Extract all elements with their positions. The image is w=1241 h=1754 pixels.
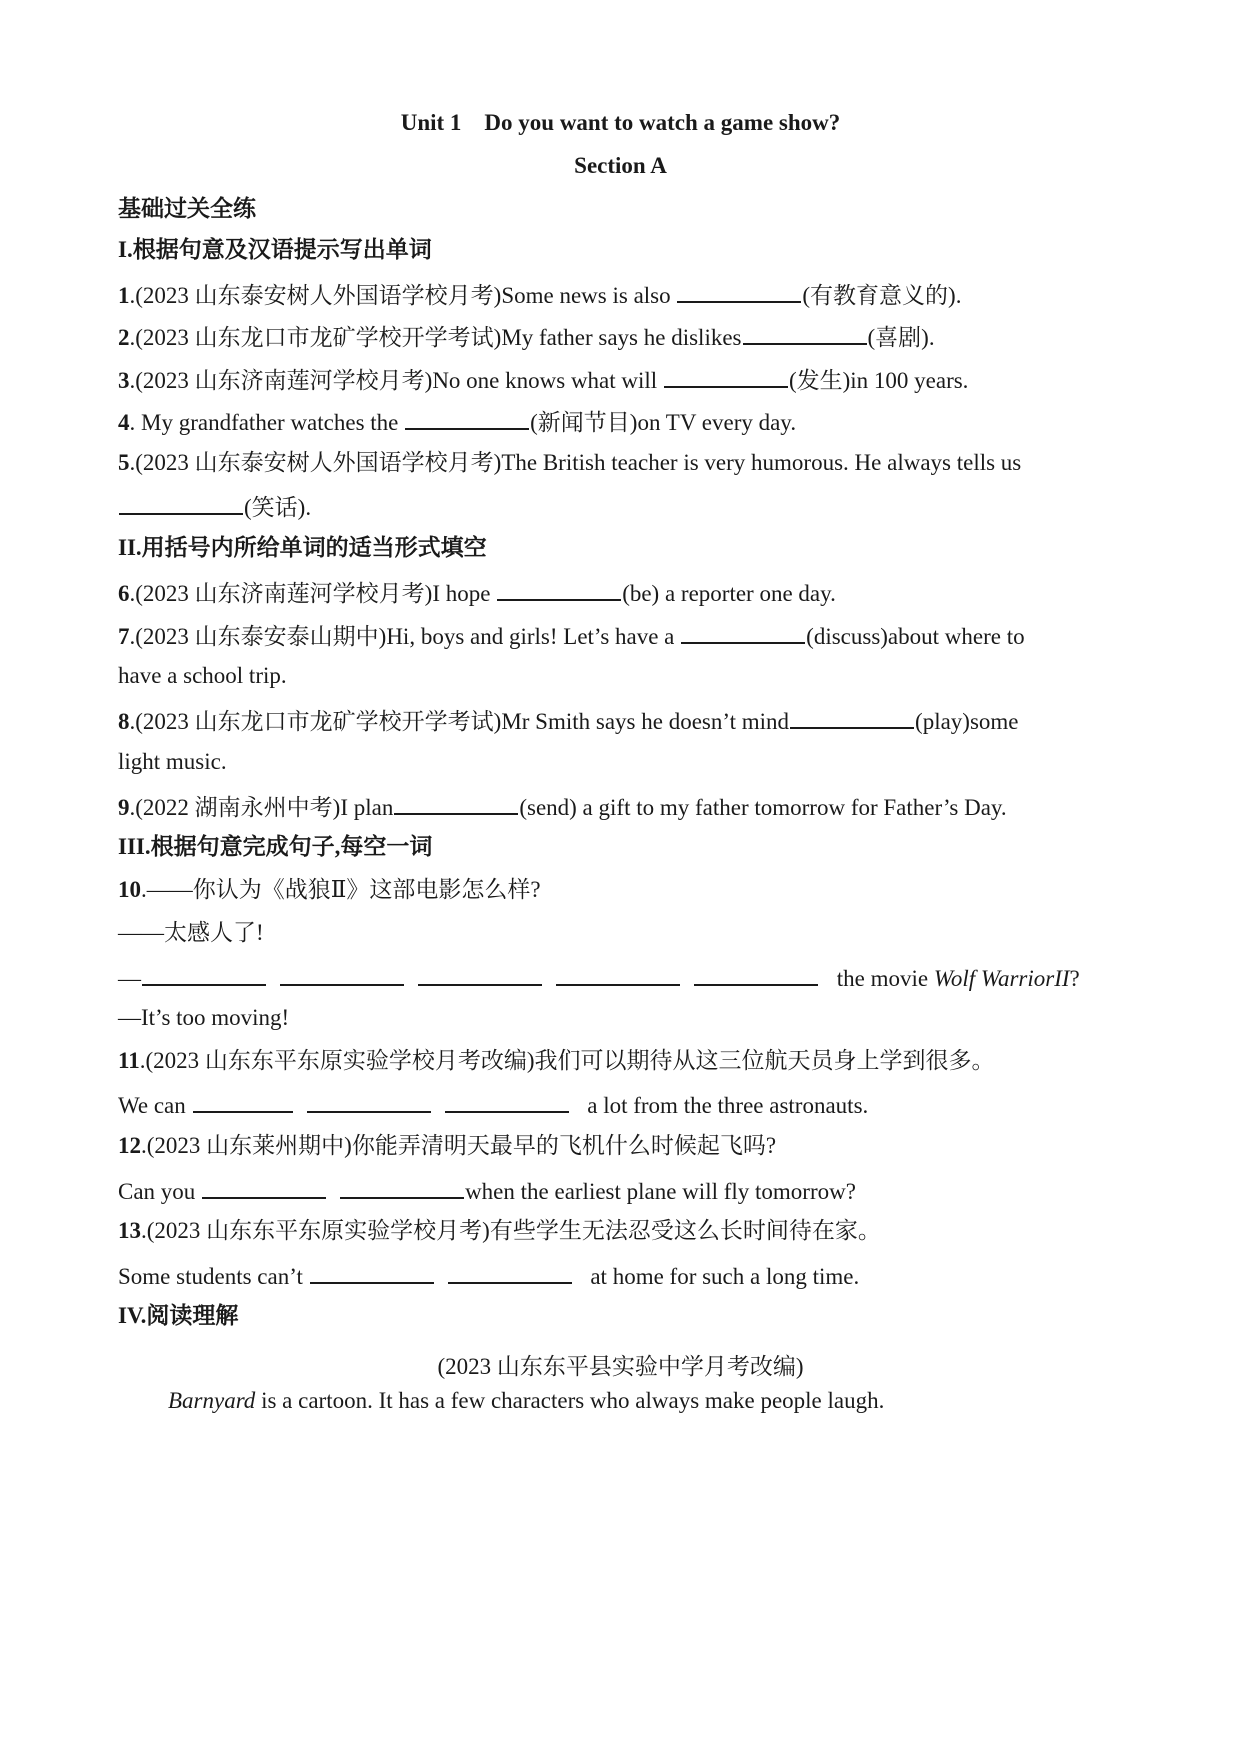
question-5-cont (118, 493, 311, 519)
question-number: 12 (118, 1133, 141, 1158)
answer-blank[interactable] (743, 323, 867, 345)
part1-heading: I.根据句意及汉语提示写出单词 (118, 237, 432, 262)
question-11 (118, 1049, 995, 1072)
question-chinese: .(2023 山东莱州期中)你能弄清明天最早的飞机什么时候起飞吗? (141, 1133, 777, 1158)
question-text: .(2023 山东泰安泰山期中)Hi, boys and girls! Let’s have a (129, 624, 681, 649)
question-number: 9 (118, 795, 130, 820)
question-number: 7 (118, 624, 130, 649)
answer-blank[interactable] (677, 281, 801, 303)
question-9 (118, 793, 1007, 819)
answer-blank[interactable] (790, 707, 914, 729)
question-hint: (send) a gift to my father tomorrow for Father’s Day. (519, 795, 1007, 820)
question-10-english (118, 964, 1080, 990)
practice-heading: 基础过关全练 (118, 196, 256, 221)
answer-blank[interactable] (448, 1262, 572, 1284)
answer-blank[interactable] (556, 964, 680, 986)
question-hint: (play)some (915, 709, 1019, 734)
question-text: Can you (118, 1179, 202, 1204)
question-text: .(2023 山东泰安树人外国语学校月考)Some news is also (129, 283, 677, 308)
part4-heading (118, 1304, 238, 1327)
question-8 (118, 707, 1019, 733)
question-chinese: .——你认为《战狼Ⅱ》这部电影怎么样? (141, 877, 541, 902)
answer-blank[interactable] (394, 793, 518, 815)
answer-blank[interactable] (681, 622, 805, 644)
question-12 (118, 1134, 776, 1157)
answer-blank[interactable] (280, 964, 404, 986)
question-10-reply-en: —It’s too moving! (118, 1005, 290, 1030)
question-text: We can (118, 1093, 192, 1118)
question-text: at home for such a long time. (584, 1264, 860, 1289)
question-7-cont: have a school trip. (118, 663, 287, 688)
question-number: 11 (118, 1048, 140, 1073)
question-11-english (118, 1091, 868, 1117)
question-13 (118, 1219, 881, 1242)
part-title: .阅读理解 (140, 1303, 239, 1328)
answer-blank[interactable] (418, 964, 542, 986)
part2-heading: II.用括号内所给单词的适当形式填空 (118, 535, 487, 560)
question-number: 5 (118, 450, 130, 475)
question-13-english (118, 1262, 859, 1288)
question-text: . My grandfather watches the (129, 410, 405, 435)
question-text: .(2023 山东泰安树人外国语学校月考)The British teacher is very humorous. He always tells us (129, 450, 1022, 475)
question-chinese: .(2023 山东东平东原实验学校月考改编)我们可以期待从这三位航天员身上学到很多。 (139, 1048, 995, 1073)
section-title: Section A (574, 153, 667, 178)
question-number: 13 (118, 1218, 141, 1243)
question-text: Some students can’t (118, 1264, 309, 1289)
question-3 (118, 366, 968, 392)
question-text: when the earliest plane will fly tomorrow? (465, 1179, 856, 1204)
answer-blank[interactable] (193, 1091, 293, 1113)
question-number: 4 (118, 410, 130, 435)
question-12-english (118, 1177, 856, 1203)
question-text: .(2023 山东济南莲河学校月考)I hope (129, 581, 497, 606)
question-chinese: .(2023 山东东平东原实验学校月考)有些学生无法忍受这么长时间待在家。 (141, 1218, 881, 1243)
question-number: 1 (118, 283, 130, 308)
question-10-reply-cn: ——太感人了! (118, 920, 264, 945)
question-hint: (发生)in 100 years. (788, 368, 969, 393)
answer-blank[interactable] (119, 493, 243, 515)
answer-blank[interactable] (142, 964, 266, 986)
question-hint: (新闻节目)on TV every day. (530, 410, 797, 435)
question-text: the movie (831, 966, 934, 991)
answer-blank[interactable] (405, 408, 529, 430)
answer-blank[interactable] (307, 1091, 431, 1113)
question-hint: (笑话). (244, 495, 312, 520)
question-hint: (喜剧). (867, 325, 935, 350)
reading-paragraph (168, 1389, 884, 1412)
unit-title: Unit 1 Do you want to watch a game show? (400, 110, 841, 135)
question-text: a lot from the three astronauts. (581, 1093, 869, 1118)
question-text: .(2022 湖南永州中考)I plan (129, 795, 394, 820)
question-text: .(2023 山东济南莲河学校月考)No one knows what will (129, 368, 663, 393)
question-text: .(2023 山东龙口市龙矿学校开学考试)My father says he dislikes (129, 325, 742, 350)
part3-heading: III.根据句意完成句子,每空一词 (118, 834, 433, 859)
answer-blank[interactable] (202, 1177, 326, 1199)
cartoon-title: Barnyard (168, 1388, 256, 1413)
paragraph-text: is a cartoon. It has a few characters who always make people laugh. (255, 1388, 885, 1413)
question-8-cont: light music. (118, 749, 227, 774)
question-number: 3 (118, 368, 130, 393)
question-4 (118, 408, 796, 434)
question-hint: (be) a reporter one day. (622, 581, 836, 606)
answer-blank[interactable] (340, 1177, 464, 1199)
question-number: 6 (118, 581, 130, 606)
reading-source: (2023 山东东平县实验中学月考改编) (437, 1354, 804, 1379)
question-1 (118, 281, 961, 307)
question-number: 2 (118, 325, 130, 350)
part-number: IV (118, 1303, 141, 1328)
movie-title: Wolf WarriorII (933, 966, 1070, 991)
question-5 (118, 451, 1021, 474)
answer-blank[interactable] (310, 1262, 434, 1284)
question-number: 10 (118, 877, 141, 902)
question-6 (118, 579, 836, 605)
question-10 (118, 878, 541, 901)
answer-blank[interactable] (694, 964, 818, 986)
question-2 (118, 323, 935, 349)
question-number: 8 (118, 709, 130, 734)
answer-blank[interactable] (664, 366, 788, 388)
question-hint: (有教育意义的). (802, 283, 962, 308)
question-hint: (discuss)about where to (806, 624, 1025, 649)
answer-blank[interactable] (497, 579, 621, 601)
question-mark: ? (1069, 966, 1080, 991)
answer-blank[interactable] (445, 1091, 569, 1113)
dash: — (118, 966, 141, 991)
question-7 (118, 622, 1025, 648)
question-text: .(2023 山东龙口市龙矿学校开学考试)Mr Smith says he doesn’t mind (129, 709, 790, 734)
